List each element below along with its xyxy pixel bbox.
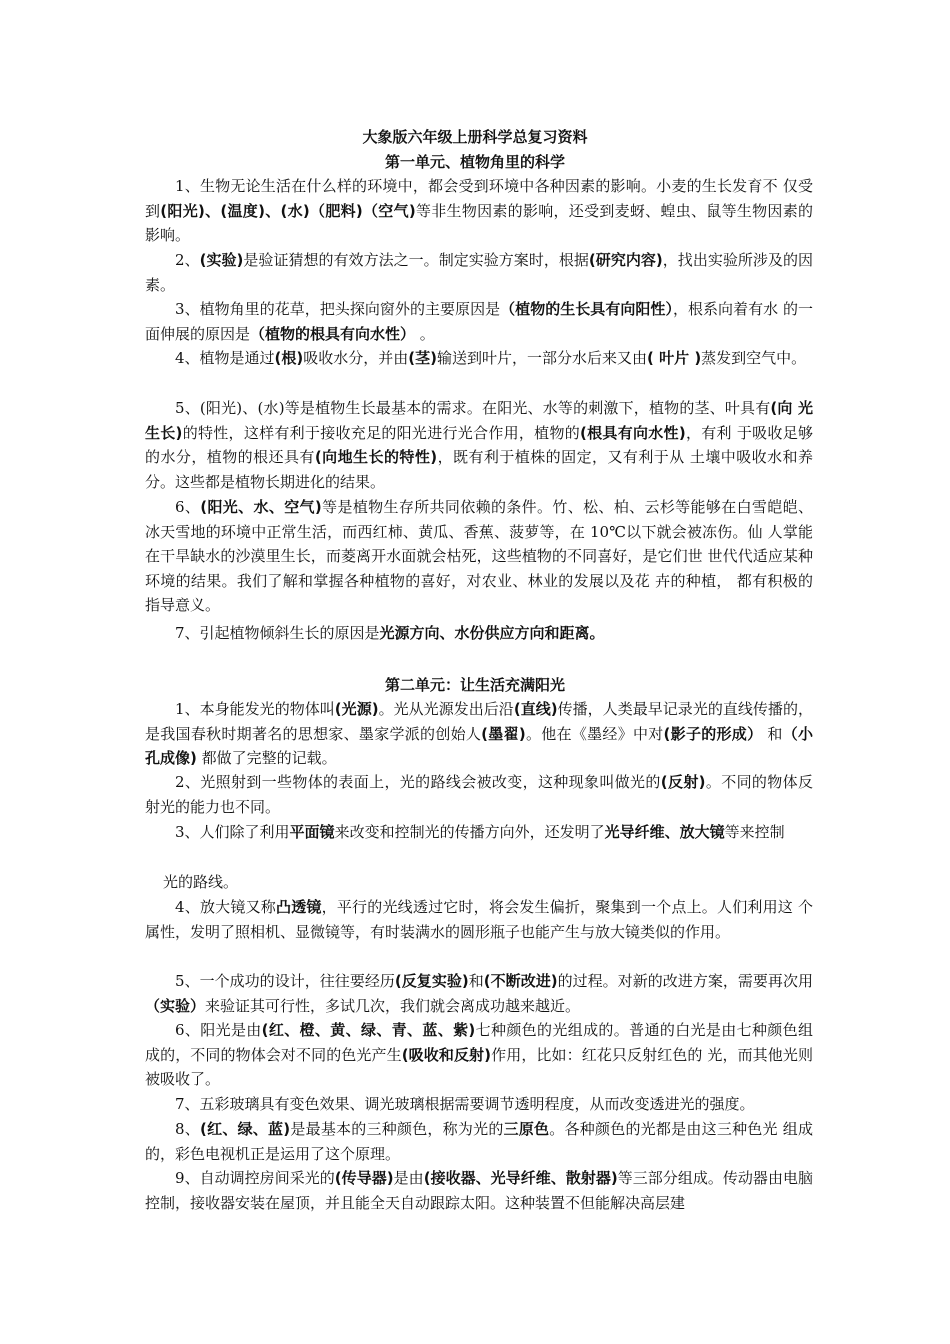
text-run: 等是植物生存所共同依赖的条件。竹、松、柏、云杉等能够在白雪皑皑、冰天雪地的环境中正常生活，而西红柿、黄瓜、香蕉、菠萝等，在 10℃以下就会被冻伤。仙 人掌能在干旱缺水的沙漠里生长，而菱离开水面就会枯死，这些植物的不同喜好，是它们世 世代代适应某种环境的结果。我们了解和掌握各种植物的喜好，对农业、林业的发展以及花 卉的种植， 都有积极的指导意义。 — [145, 498, 813, 615]
text-run: 3、人们除了利用 — [175, 823, 290, 841]
bold-term: 光源方向、水份供应方向和距离。 — [379, 624, 605, 642]
text-run: 是由 — [393, 1169, 424, 1187]
bold-term: （实验） — [145, 996, 206, 1015]
text-run: 输送到叶片，一部分水后来又由 — [437, 349, 648, 367]
bold-term: (研究内容) — [588, 251, 663, 269]
text-run: 1、本身能发光的物体叫 — [175, 700, 335, 718]
paragraph — [163, 870, 831, 895]
text-run: 。 — [415, 324, 435, 343]
text-run: 等来控制 — [724, 823, 785, 841]
paragraph — [145, 1018, 813, 1092]
text-run: 。不同的物体反射光的能力也不同。 — [145, 773, 813, 816]
text-run: 和 — [468, 972, 484, 990]
paragraph — [145, 697, 813, 771]
bold-term: 凸透镜 — [276, 898, 322, 916]
text-run: 。他在《墨经》中对 — [525, 724, 664, 743]
text-run: 。各种颜色的光都是由这三种色光 组成的，彩色电视机正是运用了这个原理。 — [145, 1120, 813, 1163]
text-run: 吸收水分，并由 — [303, 349, 409, 367]
bold-term: (吸收和反射) — [401, 1045, 492, 1064]
text-run: ，根系向着有水 的一面伸展的原因是 — [145, 300, 813, 343]
text-run: 的过程。对新的改进方案，需要再次用 — [557, 972, 813, 990]
bold-term: （小孔成像) — [145, 724, 813, 768]
bold-term: (红、绿、蓝) — [200, 1120, 291, 1138]
text-run: 是验证猜想的有效方法之一。制定实验方案时，根据 — [243, 251, 589, 269]
text-run: 是最基本的三种颜色，称为光的 — [290, 1120, 504, 1138]
text-run: 蒸发到空气中。 — [701, 349, 807, 367]
text-run: 七种颜色的光组成的。普通的白光是由七种颜色组成的，不同的物体会对不同的色光产生 — [145, 1021, 813, 1064]
bold-term: (传导器) — [334, 1169, 394, 1187]
text-run: 2、光照射到一些物体的表面上，光的路线会被改变，这种现象叫做光的 — [175, 773, 661, 791]
text-run: 9、自动调控房间采光的 — [175, 1169, 335, 1187]
bold-term: (红、橙、黄、绿、青、蓝、紫) — [261, 1021, 476, 1039]
text-run: 作用，比如：红花只反射红色的 光，而其他光则被吸收了。 — [145, 1045, 813, 1089]
text-run: 8、 — [175, 1120, 201, 1138]
paragraph — [145, 248, 813, 297]
text-run: 6、阳光是由 — [175, 1021, 262, 1039]
bold-term: 三原色 — [503, 1120, 550, 1138]
paragraph — [145, 297, 813, 346]
unit2-heading: 第二单元：让生活充满阳光 — [384, 676, 565, 694]
text-run: 7、五彩玻璃具有变色效果、调光玻璃根据需要调节透明程度，从而改变透进光的强度。 — [175, 1095, 755, 1113]
text-run: 2、 — [175, 251, 200, 269]
text-run: ，既有利于植株的固定，又有利于从 土壤中吸收水和养分。这些都是植物长期进化的结果。 — [145, 448, 813, 491]
text-run: 。光从光源发出后沿 — [378, 700, 514, 718]
text-run: 3、植物角里的花草，把头探向窗外的主要原因是 — [175, 300, 501, 318]
text-run: 的特性，这样有利于接收充足的阳光进行光合作用，植物的 — [182, 423, 580, 442]
text-run: ，找出实验所涉及的因素。 — [145, 251, 813, 294]
bold-term: (影子的形成） — [663, 724, 763, 743]
bold-term: （植物的生长具有向阳性） — [500, 300, 673, 318]
document-title: 大象版六年级上册科学总复习资料 — [362, 128, 588, 146]
text-run: 来验证其可行性，多试几次，我们就会离成功越来越近。 — [205, 996, 581, 1015]
paragraph — [145, 621, 813, 646]
text-run: ，有利 于吸收足够的水分，植物的根还具有 — [145, 423, 813, 467]
text-run: 1、生物无论生活在什么样的环境中，都会受到环境中各种因素的影响。小麦的生长发育不 仅受到 — [145, 177, 813, 220]
bold-term: (反射) — [660, 773, 706, 791]
bold-term: (光源) — [334, 700, 379, 718]
text-run: 等非生物因素的影响，还受到麦蚜、蝗虫、鼠等生物因素的影响。 — [145, 201, 813, 245]
text-run: 6、 — [175, 498, 201, 516]
bold-term: ( 叶片 ) — [647, 349, 702, 367]
paragraph — [145, 820, 813, 845]
paragraph — [145, 1117, 813, 1166]
bold-term: (向地生长的特性) — [314, 448, 438, 467]
text-run: ，平行的光线透过它时，将会发生偏折，聚集到一个点上。人们利用这 个属性，发明了照相机、显微镜等，有时装满水的圆形瓶子也能产生与放大镜类似的作用。 — [145, 898, 813, 941]
bold-term: (根具有向水性) — [580, 423, 686, 442]
bold-term: (反复实验) — [394, 972, 469, 990]
text-run: 7、引起植物倾斜生长的原因是 — [175, 624, 380, 642]
text-run: 光的路线。 — [163, 873, 239, 891]
bold-term: 平面镜 — [289, 823, 335, 841]
unit1-heading: 第一单元、植物角里的科学 — [384, 153, 565, 171]
text-run: 等三部分组成。传动器由电脑控制，接收器安装在屋顶，并且能全天自动跟踪太阳。这种装置不但能解决高层建 — [145, 1169, 813, 1212]
paragraph — [145, 1092, 813, 1117]
bold-term: (直线) — [513, 700, 558, 718]
paragraph — [145, 969, 813, 1018]
paragraph — [145, 770, 813, 819]
bold-term: (茎) — [408, 349, 437, 367]
text-run: 来改变和控制光的传播方向外，还发明了 — [334, 823, 605, 841]
paragraph — [145, 1166, 813, 1215]
bold-term: (接收器、光导纤维、散射器) — [423, 1169, 618, 1187]
text-run: 4、植物是通过 — [175, 349, 275, 367]
bold-term: （植物的根具有向水性） — [250, 324, 416, 343]
text-run: 5、(阳光)、(水)等是植物生长最基本的需求。在阳光、水等的刺激下，植物的茎、叶具有 — [175, 399, 771, 417]
text-run: 传播，人类最早记录光的直线传播的，是我国春秋时期著名的思想家、墨家学派的创始人 — [145, 700, 813, 743]
bold-term: (向 光生长) — [145, 399, 813, 442]
text-run: 5、一个成功的设计，往往要经历 — [175, 972, 395, 990]
paragraph — [145, 174, 813, 248]
paragraph — [145, 346, 813, 371]
bold-term: (实验) — [199, 251, 244, 269]
bold-term: (墨翟) — [481, 724, 526, 743]
paragraph — [145, 495, 813, 618]
text-run: 4、放大镜又称 — [175, 898, 276, 916]
paragraph — [145, 895, 813, 944]
bold-term: (阳光)、(温度)、(水)（肥料)（空气) — [160, 201, 416, 220]
bold-term: (不断改进) — [483, 972, 558, 990]
bold-term: (阳光、水、空气) — [200, 498, 322, 516]
text-run: 和 — [762, 724, 783, 743]
bold-term: (根) — [274, 349, 304, 367]
text-run: 都做了完整的记载。 — [196, 749, 337, 768]
bold-term: 光导纤维、放大镜 — [604, 823, 725, 841]
paragraph — [145, 396, 813, 494]
